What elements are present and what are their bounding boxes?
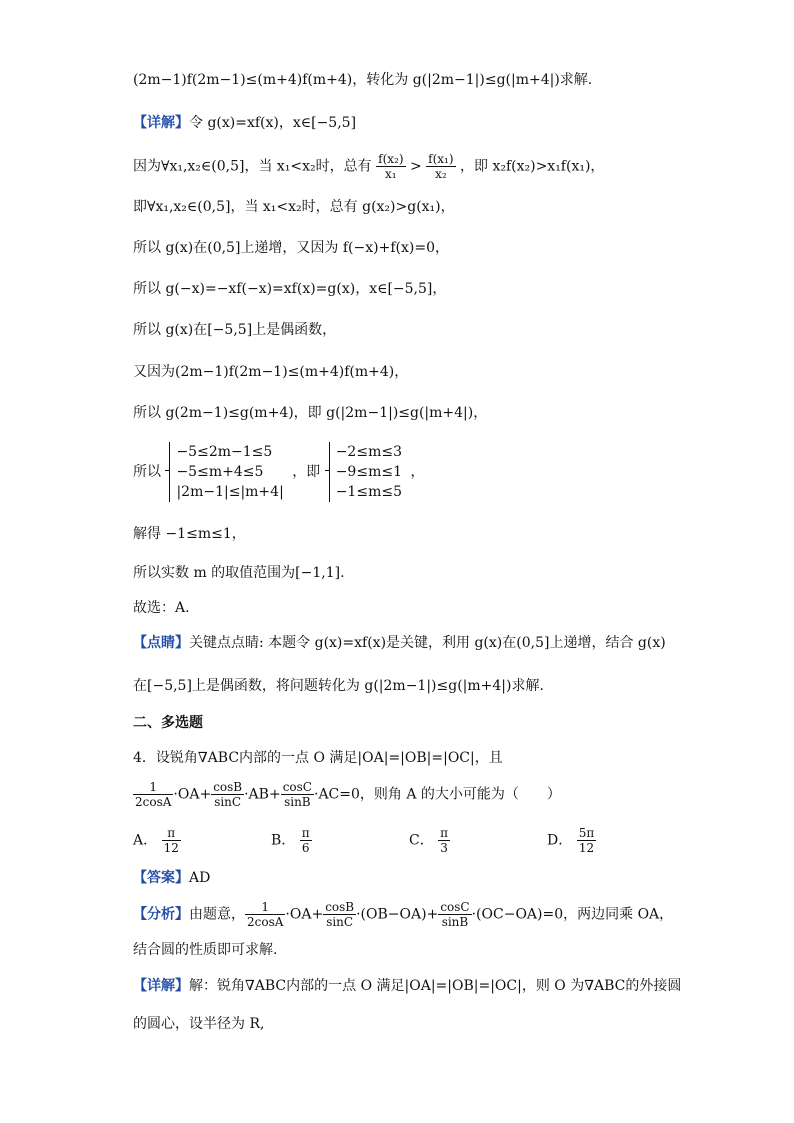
option-label: A． [133,832,158,849]
equation-row: −5≤2m−1≤5 [176,444,273,460]
option-label: B． [271,832,296,849]
inequality-system [329,442,402,502]
text: 解：锐角∇ABC内部的一点 O 满足|OA|=|OB|=|OC|，则 O 为∇ABC的外接圆 [189,978,682,994]
text: ， [410,464,425,480]
text: ，即 [292,464,321,480]
text: ，即 x₂f(x₂)>x₁f(x₁)， [460,158,605,175]
denominator: sinB [284,795,311,809]
numerator: π [440,826,449,840]
denominator: 2cosA [247,915,284,929]
option-d [547,826,596,855]
question-line: 4．设锐角∇ABC内部的一点 O 满足|OA|=|OB|=|OC|，且 [133,750,503,766]
fraction [133,780,173,809]
denominator: sinC [214,795,242,809]
fraction [323,900,356,929]
section-tag: 【详解】 [133,115,189,131]
fraction [281,780,314,809]
numerator: cosB [213,780,243,794]
fraction [438,826,450,855]
text-line: 所以实数 m 的取值范围为[−1,1]. [133,565,345,581]
text-line: 解得 −1≤m≤1， [133,526,246,542]
text-line: 的圆心，设半径为 R, [133,1016,265,1032]
text: ·OA+ [285,906,324,923]
numerator: π [301,826,310,840]
answer-line [133,868,210,888]
fraction [162,826,181,855]
detail-line [133,113,356,133]
text-line: 所以 g(−x)=−xf(−x)=xf(x)=g(x)，x∈[−5,5]， [133,281,447,297]
option-a [133,826,181,855]
numerator: 1 [245,900,285,915]
equation-row: −5≤m+4≤5 [176,464,264,480]
denominator: 12 [163,841,179,855]
answer-value: AD [189,870,211,886]
text: 由题意， [189,906,245,923]
text: 令 g(x)=xf(x)，x∈[−5,5] [189,115,357,131]
fraction [577,826,597,855]
numerator: cosC [440,900,470,914]
text-line: 结合圆的性质即可求解. [133,942,278,958]
denominator: x₁ [385,167,397,181]
text-line: 在[−5,5]上是偶函数，将问题转化为 g(|2m−1|)≤g(|m+4|)求解. [133,678,544,694]
option-c [409,826,450,855]
question-formula-line [133,780,561,809]
analysis-line [133,900,673,929]
text-line: 即∀x₁,x₂∈(0,5]，当 x₁<x₂时，总有 g(x₂)>g(x₁)， [133,199,455,215]
text-line: 故选：A. [133,600,190,616]
denominator: 3 [440,841,448,855]
numerator: 1 [133,780,173,795]
text: 所以 [133,464,161,480]
numerator: f(x₂) [378,152,404,166]
numerator: cosB [325,900,355,914]
detail-line [133,976,681,996]
fraction [426,152,455,181]
section-heading: 二、多选题 [133,715,203,731]
text-line: 所以 g(2m−1)≤g(m+4)，即 g(|2m−1|)≤g(|m+4|)， [133,405,488,421]
text-line: 因为∀x₁,x₂∈(0,5]，当 x₁<x₂时，总有 $\frac{\text{f(x₂)}}{\text{x₁}}$ > $\frac{\text{f(x₁)}}{\text{x₂}}$ ，即 x₂f(x₂)>x₁f(x₁)， [133,152,605,181]
denominator: sinC [326,915,354,929]
denominator: x₂ [435,167,447,181]
text: 关键点点睛: 本题令 g(x)=xf(x)是关键，利用 g(x)在(0,5]上递增，结合 g(x) [189,635,666,651]
text: 因为∀x₁,x₂∈(0,5]，当 x₁<x₂时，总有 [133,158,372,175]
denominator: sinB [441,915,469,929]
denominator: 2cosA [135,795,172,809]
equation-row: −1≤m≤5 [335,484,402,500]
option-label: D． [547,832,573,849]
text-line: 又因为(2m−1)f(2m−1)≤(m+4)f(m+4)， [133,364,409,380]
text-line: (2m−1)f(2m−1)≤(m+4)f(m+4)，转化为 g(|2m−1|)≤g(|m+4|)求解. [133,72,593,88]
inequality-system [169,442,283,502]
equation-row: −2≤m≤3 [335,444,402,460]
section-tag: 【点睛】 [133,635,189,651]
denominator: 6 [301,841,310,855]
option-b [271,826,312,855]
denominator: 12 [578,841,595,855]
text-line: 所以 g(x)在(0,5]上递增，又因为 f(−x)+f(x)=0， [133,240,449,256]
numerator: f(x₁) [428,152,454,166]
section-tag: 【详解】 [133,978,189,994]
fraction [376,152,405,181]
text: ·(OB−OA)+ [356,906,439,923]
text: ·OA+ [173,786,212,803]
fraction [211,780,244,809]
numerator: π [162,826,181,841]
system-line [133,442,424,502]
fraction [245,900,285,929]
text: ·AC=0，则角 A 的大小可能为（ ） [314,786,561,803]
text: ·AB+ [244,786,281,803]
section-tag: 【分析】 [133,906,189,923]
key-point-line [133,633,666,653]
section-tag: 【答案】 [133,870,189,886]
numerator: 5π [578,826,595,840]
fraction [300,826,312,855]
text-line: 所以 g(x)在[−5,5]上是偶函数， [133,322,337,338]
option-label: C． [409,832,434,849]
fraction [438,900,471,929]
text: ·(OC−OA)=0，两边同乘 OA， [471,906,674,923]
equation-row: |2m−1|≤|m+4| [176,484,284,500]
numerator: cosC [282,780,312,794]
equation-row: −9≤m≤1 [335,464,402,480]
